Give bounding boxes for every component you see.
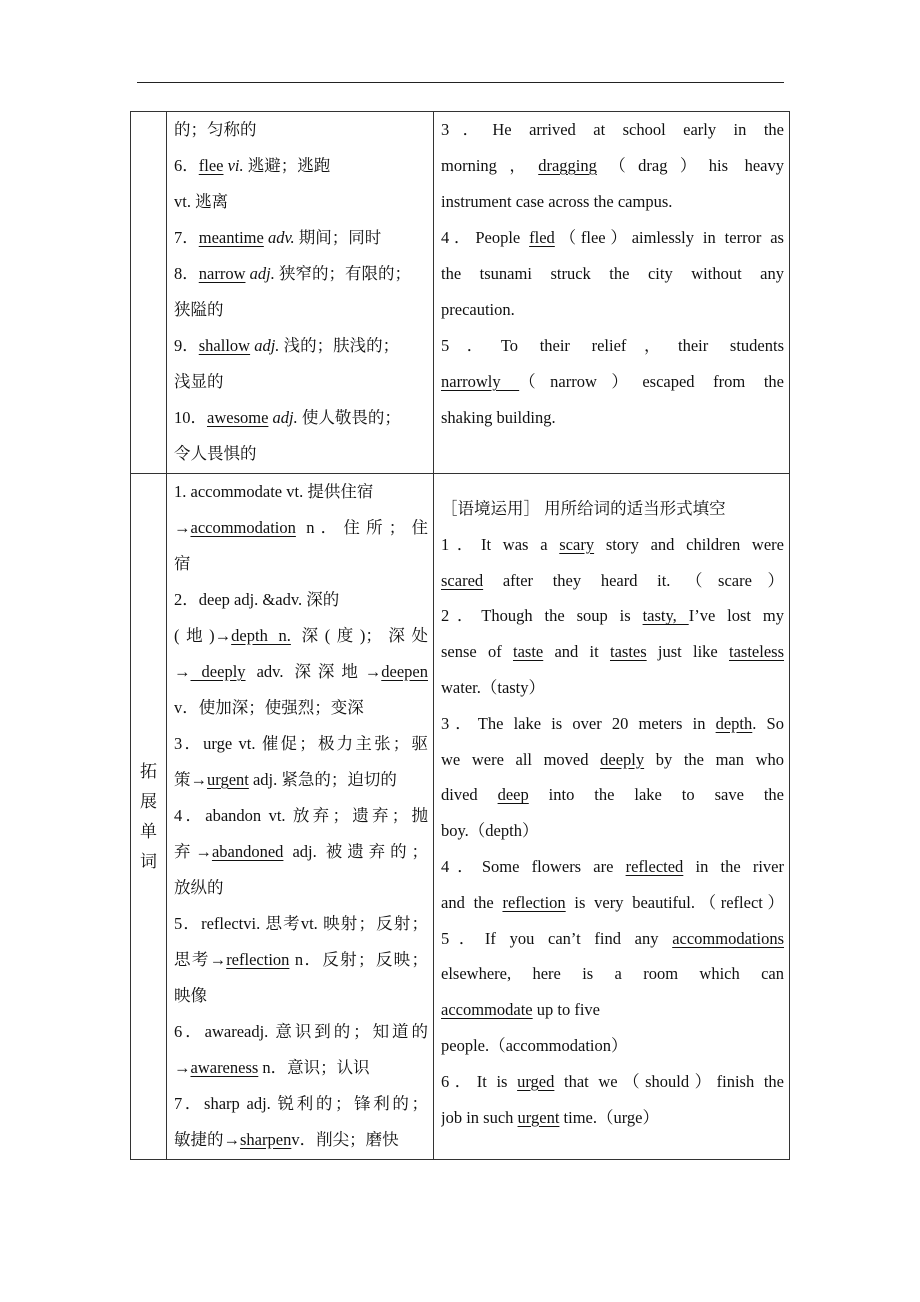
line-text: → bbox=[174, 1058, 191, 1077]
answer-word: urgent bbox=[207, 770, 249, 789]
part-of-speech: adj. bbox=[268, 408, 298, 427]
text-line bbox=[174, 1086, 428, 1122]
part-of-speech: adv. bbox=[263, 228, 295, 247]
answer-word: deeply bbox=[600, 749, 645, 769]
line-text: into the lake to save the bbox=[528, 785, 784, 805]
answer-word: tasty, bbox=[642, 606, 689, 626]
vocabulary-table bbox=[130, 111, 790, 1160]
text-line bbox=[441, 742, 784, 778]
line-text: instrument case across the campus. bbox=[441, 192, 673, 211]
line-text: n．意识；认识 bbox=[258, 1058, 370, 1077]
answer-word: abandoned bbox=[211, 842, 284, 861]
text-line bbox=[174, 112, 428, 148]
text-line bbox=[441, 364, 784, 400]
line-text: by the man who bbox=[644, 749, 784, 769]
answer-word: dragging bbox=[538, 156, 597, 175]
line-text: 深(度)；深处 bbox=[290, 626, 428, 645]
answer-word: awareness bbox=[190, 1058, 259, 1077]
line-text: 1．It was a bbox=[441, 534, 560, 554]
answer-word: tasteless bbox=[729, 642, 784, 662]
part-of-speech: adj. bbox=[250, 336, 280, 355]
text-line bbox=[174, 762, 428, 798]
side-label-char: 拓 bbox=[140, 761, 157, 781]
extended-word-list bbox=[167, 474, 433, 1158]
answer-word: fled bbox=[529, 228, 555, 247]
text-line bbox=[174, 726, 428, 762]
side-label-char: 词 bbox=[140, 851, 157, 871]
line-text: up to five bbox=[532, 1000, 600, 1020]
text-line bbox=[441, 670, 784, 706]
line-text: time.（urge） bbox=[559, 1107, 660, 1127]
answer-word: deeply bbox=[190, 662, 246, 681]
line-text: I’ve lost my bbox=[688, 606, 784, 626]
side-label-char: 展 bbox=[140, 791, 157, 811]
line-text: morning， bbox=[441, 156, 539, 175]
word-list bbox=[167, 112, 433, 472]
line-text: 狭隘的 bbox=[174, 300, 224, 319]
line-text: 思考→ bbox=[174, 950, 227, 969]
line-text: 4．People bbox=[441, 228, 530, 247]
line-text: precaution. bbox=[441, 300, 515, 319]
answer-word: flee bbox=[198, 156, 224, 175]
line-text: adj. 紧急的；迫切的 bbox=[248, 770, 397, 789]
line-text: （flee）aimlessly in terror as bbox=[554, 228, 784, 247]
answer-word: tastes bbox=[609, 642, 647, 662]
line-text: ［语境运用］ 用所给词的适当形式填空 bbox=[441, 499, 726, 518]
answer-word: deep bbox=[497, 785, 529, 805]
table-row bbox=[131, 474, 790, 1160]
line-text: story and children were bbox=[594, 534, 784, 554]
text-line bbox=[441, 256, 784, 292]
text-line bbox=[441, 956, 784, 992]
answer-word: accommodation bbox=[190, 518, 296, 537]
text-line bbox=[174, 220, 428, 256]
text-line bbox=[174, 184, 428, 220]
line-text: adj. 被遗弃的； bbox=[283, 842, 428, 861]
line-text: 7．sharp adj. 锐利的；锋利的； bbox=[174, 1094, 428, 1113]
text-line bbox=[441, 491, 784, 527]
exercise-cell bbox=[434, 112, 790, 474]
text-line bbox=[441, 292, 784, 328]
text-line bbox=[174, 870, 428, 906]
answer-word: accommodations bbox=[672, 928, 784, 948]
line-text: → bbox=[174, 518, 191, 537]
side-label-char: 单 bbox=[140, 821, 157, 841]
text-line bbox=[441, 184, 784, 220]
line-text: → bbox=[174, 662, 191, 681]
line-text: 1. accommodate vt. 提供住宿 bbox=[174, 482, 374, 501]
line-text: is very beautiful.（reflect） bbox=[565, 892, 784, 912]
line-text: 5．To their relief，their students bbox=[441, 336, 784, 355]
line-text: 策→ bbox=[174, 770, 207, 789]
answer-word: deepen bbox=[381, 662, 428, 681]
line-text: （drag）his heavy bbox=[596, 156, 784, 175]
line-text: 弃→ bbox=[174, 842, 212, 861]
text-line bbox=[174, 1014, 428, 1050]
line-text: people.（accommodation） bbox=[441, 1035, 628, 1055]
meaning-text: 期间；同时 bbox=[294, 228, 382, 247]
text-line bbox=[174, 582, 428, 618]
meaning-text: 浅的；肤浅的； bbox=[279, 336, 400, 355]
side-label bbox=[131, 757, 166, 877]
text-line bbox=[441, 885, 784, 921]
answer-word: meantime bbox=[198, 228, 264, 247]
line-text: boy.（depth） bbox=[441, 821, 539, 841]
item-number: 6． bbox=[174, 156, 199, 175]
line-text: 的；匀称的 bbox=[174, 120, 257, 139]
line-text: 6．awareadj. 意识到的；知道的 bbox=[174, 1022, 428, 1041]
text-line bbox=[441, 813, 784, 849]
text-line bbox=[174, 690, 428, 726]
part-of-speech: adj. bbox=[245, 264, 275, 283]
context-exercise-list bbox=[434, 474, 789, 1135]
answer-word: scary bbox=[559, 534, 595, 554]
text-line bbox=[441, 148, 784, 184]
line-text: we were all moved bbox=[441, 749, 601, 769]
line-text: v．削尖；磨快 bbox=[291, 1130, 399, 1149]
line-text: 3．He arrived at school early in the bbox=[441, 120, 784, 139]
line-text: the tsunami struck the city without any bbox=[441, 264, 784, 283]
extended-word-cell bbox=[167, 474, 434, 1160]
text-line bbox=[174, 436, 428, 472]
text-line bbox=[441, 849, 784, 885]
meaning-text: 狭窄的；有限的； bbox=[274, 264, 411, 283]
text-line bbox=[441, 563, 784, 599]
text-line bbox=[441, 1064, 784, 1100]
text-line bbox=[174, 1122, 428, 1158]
line-text: 4．abandon vt. 放弃；遗弃；抛 bbox=[174, 806, 428, 825]
text-line bbox=[174, 942, 428, 978]
answer-word: shallow bbox=[198, 336, 251, 355]
line-text: （narrow）escaped from the bbox=[519, 372, 784, 391]
line-text: 5．If you can’t find any bbox=[441, 928, 673, 948]
text-line bbox=[174, 834, 428, 870]
line-text: elsewhere, here is a room which can bbox=[441, 964, 784, 984]
text-line bbox=[174, 292, 428, 328]
line-text: n．住所；住 bbox=[295, 518, 428, 537]
text-line bbox=[174, 328, 428, 364]
line-text: 令人畏惧的 bbox=[174, 444, 257, 463]
text-line bbox=[441, 1028, 784, 1064]
answer-word: depth n. bbox=[231, 626, 291, 645]
text-line bbox=[174, 798, 428, 834]
part-of-speech: vi. bbox=[223, 156, 244, 175]
text-line bbox=[441, 921, 784, 957]
line-text: job in such bbox=[441, 1107, 518, 1127]
text-line bbox=[441, 634, 784, 670]
text-line bbox=[174, 546, 428, 582]
answer-word: narrowly bbox=[441, 372, 520, 391]
text-line bbox=[441, 527, 784, 563]
line-text: shaking building. bbox=[441, 408, 556, 427]
line-text: in the river bbox=[683, 856, 784, 876]
table-row bbox=[131, 112, 790, 474]
text-line bbox=[441, 112, 784, 148]
side-label-cell bbox=[131, 474, 167, 1160]
answer-word: reflected bbox=[625, 856, 684, 876]
line-text: 放纵的 bbox=[174, 878, 224, 897]
answer-word: urged bbox=[517, 1071, 555, 1091]
line-text: 映像 bbox=[174, 986, 207, 1005]
text-line bbox=[174, 978, 428, 1014]
line-text: . So bbox=[752, 713, 784, 733]
line-text: just like bbox=[646, 642, 729, 662]
line-text: 2．Though the soup is bbox=[441, 606, 643, 626]
answer-word: taste bbox=[512, 642, 544, 662]
answer-word: reflection bbox=[502, 892, 566, 912]
answer-word: narrow bbox=[198, 264, 246, 283]
line-text: 2．deep adj. &adv. 深的 bbox=[174, 590, 340, 609]
answer-word: reflection bbox=[226, 950, 290, 969]
line-text: v．使加深；使强烈；变深 bbox=[174, 698, 364, 717]
line-text: and the bbox=[441, 892, 503, 912]
line-text: vt. 逃离 bbox=[174, 192, 229, 211]
text-line bbox=[441, 706, 784, 742]
text-line bbox=[441, 400, 784, 436]
text-line bbox=[441, 220, 784, 256]
text-line bbox=[174, 510, 428, 546]
answer-word: scared bbox=[441, 570, 484, 590]
context-exercise-cell bbox=[434, 474, 790, 1160]
text-line bbox=[441, 328, 784, 364]
text-line bbox=[174, 364, 428, 400]
meaning-text: 逃避；逃跑 bbox=[243, 156, 331, 175]
item-number: 10． bbox=[174, 408, 207, 427]
line-text: adv. 深深地→ bbox=[245, 662, 382, 681]
answer-word: urgent bbox=[517, 1107, 560, 1127]
item-number: 7． bbox=[174, 228, 199, 247]
line-text: water.（tasty） bbox=[441, 677, 546, 697]
line-text: 6．It is bbox=[441, 1071, 518, 1091]
line-text: (地)→ bbox=[174, 626, 232, 645]
line-text: n．反射；反映； bbox=[289, 950, 428, 969]
exercise-list bbox=[434, 112, 789, 436]
answer-word: depth bbox=[715, 713, 753, 733]
text-line bbox=[174, 1050, 428, 1086]
line-text: after they heard it.（scare） bbox=[483, 570, 784, 590]
answer-word: sharpen bbox=[240, 1130, 292, 1149]
text-line bbox=[441, 992, 784, 1028]
label-cell-empty bbox=[131, 112, 167, 474]
line-text: 3．urge vt. 催促；极力主张；驱 bbox=[174, 734, 428, 753]
meaning-text: 使人敬畏的； bbox=[297, 408, 401, 427]
item-number: 8． bbox=[174, 264, 199, 283]
text-line bbox=[174, 256, 428, 292]
line-text: 4．Some flowers are bbox=[441, 856, 626, 876]
line-text: dived bbox=[441, 785, 498, 805]
text-line bbox=[174, 474, 428, 510]
text-line bbox=[441, 777, 784, 813]
line-text: 3．The lake is over 20 meters in bbox=[441, 713, 716, 733]
header-rule bbox=[137, 82, 784, 83]
line-text: 敏捷的→ bbox=[174, 1130, 240, 1149]
line-text: and it bbox=[543, 642, 610, 662]
text-line bbox=[174, 400, 428, 436]
text-line bbox=[441, 1100, 784, 1136]
word-list-cell bbox=[167, 112, 434, 474]
answer-word: awesome bbox=[207, 408, 269, 427]
line-text: 宿 bbox=[174, 554, 191, 573]
item-number: 9． bbox=[174, 336, 199, 355]
answer-word: accommodate bbox=[441, 1000, 533, 1020]
text-line bbox=[174, 906, 428, 942]
line-text: 浅显的 bbox=[174, 372, 224, 391]
line-text: that we（should）finish the bbox=[554, 1071, 784, 1091]
text-line bbox=[174, 148, 428, 184]
line-text: 5．reflectvi. 思考vt. 映射；反射； bbox=[174, 914, 428, 933]
text-line bbox=[174, 654, 428, 690]
text-line bbox=[174, 618, 428, 654]
line-text: sense of bbox=[441, 642, 513, 662]
text-line bbox=[441, 598, 784, 634]
